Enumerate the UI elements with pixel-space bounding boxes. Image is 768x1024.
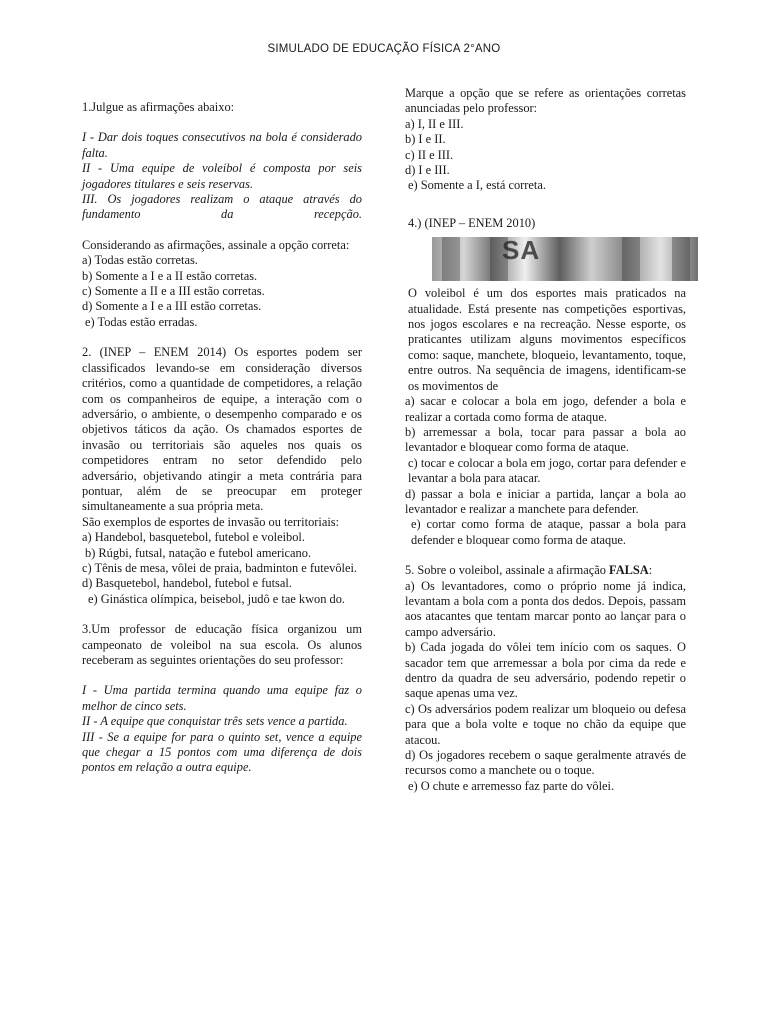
q3-option: a) I, II e III. — [405, 116, 464, 131]
q1-statement: I - Dar dois toques consecutivos na bola é considerado falta. — [82, 130, 362, 160]
q2-option: e) Ginástica olímpica, beisebol, judô e tae kwon do. — [88, 591, 346, 606]
q1-prompt: Considerando as afirmações, assinale a opção correta: — [82, 237, 350, 252]
q4-option: e) cortar como forma de ataque, passar a bola para defender e bloquear como forma de ataque. — [411, 517, 686, 547]
q1-option: a) Todas estão corretas. — [82, 253, 198, 268]
q3-statement: I - Uma partida termina quando uma equipe faz o melhor de cinco sets. — [82, 683, 362, 713]
q5-option: d) Os jogadores recebem o saque geralmente através de recursos como a manchete ou o toque. — [405, 748, 686, 778]
q1-option: c) Somente a II e a III estão corretas. — [82, 284, 265, 299]
q5-option: a) Os levantadores, como o próprio nome já indica, levantam a bola com a ponta dos dedos. Depois, passam aos atacantes que tentam marcar ponto ao lançar para o campo adversário. — [405, 578, 686, 639]
q4-heading: 4.) (INEP – ENEM 2010) — [408, 215, 536, 230]
q3-option: d) I e III. — [405, 163, 450, 178]
q4-text: O voleibol é um dos esportes mais praticados na atualidade. Está presente nas competições esportivas, nos jogos escolares e na recreação. Nesse esporte, os praticantes utilizam alguns movimentos específicos como: saque, manchete, bloqueio, levantamento, toque, entre outros. Na sequência de imagens, identificam-se os movimentos de — [408, 286, 686, 393]
q2-option: c) Tênis de mesa, vôlei de praia, badminton e futevôlei. — [82, 560, 358, 575]
q1-heading: 1.Julgue as afirmações abaixo: — [82, 100, 235, 114]
q4-option: c) tocar e colocar a bola em jogo, cortar para defender e levantar a bola para atacar. — [408, 455, 686, 486]
q2-prompt: São exemplos de esportes de invasão ou territoriais: — [82, 514, 340, 529]
q2-option: d) Basquetebol, handebol, futebol e futsal. — [82, 576, 292, 591]
q5-option: e) O chute e arremesso faz parte do vôlei. — [408, 778, 615, 793]
page-title: SIMULADO DE EDUCAÇÃO FÍSICA 2°ANO — [267, 43, 501, 55]
q5-option: b) Cada jogada do vôlei tem início com os saques. O sacador tem que arremessar a bola por cima da rede e dentro da quadra de seu adversário, podendo repetir o saque apenas uma vez. — [405, 640, 686, 701]
q2-text: 2. (INEP – ENEM 2014) Os esportes podem ser classificados levando-se em consideração diversos critérios, como a quantidade de competidores, a relação com os companheiros de equipe, a interação com o adversário, o ambiente, o desempenho comparado e os objetivos táticos da ação. Os chamados esportes de invasão ou territoriais são aqueles nos quais os competidores entram no setor defendido pelo adversário, objetivando atingir a meta contrária para pontuar, além de se preocupar em proteger simultaneamente a sua própria meta. — [82, 345, 362, 514]
q5-text-after: : — [648, 563, 653, 578]
q4-option: d) passar a bola e iniciar a partida, lançar a bola ao levantador e realizar a manchete para defender. — [405, 486, 686, 516]
q1-option: e) Todas estão erradas. — [85, 314, 198, 329]
q3-statement: III - Se a equipe for para o quinto set, vence a equipe que chegar a 15 pontos com uma diferença de dois pontos em relação a outra equipe. — [82, 729, 362, 775]
q3-option: c) II e III. — [405, 147, 454, 162]
q3-prompt: Marque a opção que se refere as orientações corretas anunciadas pelo professor: — [405, 86, 686, 116]
volleyball-image: SA — [432, 237, 698, 281]
q3-text: 3.Um professor de educação física organizou um campeonato de voleibol na sua escola. Os alunos receberam as seguintes orientações do seu professor: — [82, 622, 362, 667]
q4-option: b) arremessar a bola, tocar para passar a bola ao levantador e bloquear como forma de ataque. — [405, 424, 686, 455]
q1-option: d) Somente a I e a III estão corretas. — [82, 299, 262, 314]
q5-highlight: FALSA — [609, 563, 649, 578]
q3-option: b) I e II. — [405, 132, 446, 147]
q3-option: e) Somente a I, está correta. — [408, 178, 546, 193]
q5-option: c) Os adversários podem realizar um bloqueio ou defesa para que a bola volte e toque no chão da equipe que atacou. — [405, 701, 686, 747]
q1-option: b) Somente a I e a II estão corretas. — [82, 268, 258, 283]
q2-option: b) Rúgbi, futsal, natação e futebol americano. — [85, 545, 312, 560]
q1-statement: II - Uma equipe de voleibol é composta por seis jogadores titulares e seis reservas. — [82, 161, 362, 191]
q3-statement: II - A equipe que conquistar três sets vence a partida. — [82, 714, 348, 729]
q4-option: a) sacar e colocar a bola em jogo, defender a bola e realizar a cortada como forma de ataque. — [405, 394, 686, 424]
q5-heading — [405, 563, 686, 578]
q5-text: 5. Sobre o voleibol, assinale a afirmação — [405, 563, 610, 578]
q1-statement: III. Os jogadores realizam o ataque através do fundamento da recepção. — [82, 192, 362, 222]
right-column — [405, 86, 686, 794]
left-column — [82, 100, 362, 776]
q2-option: a) Handebol, basquetebol, futebol e voleibol. — [82, 530, 305, 545]
